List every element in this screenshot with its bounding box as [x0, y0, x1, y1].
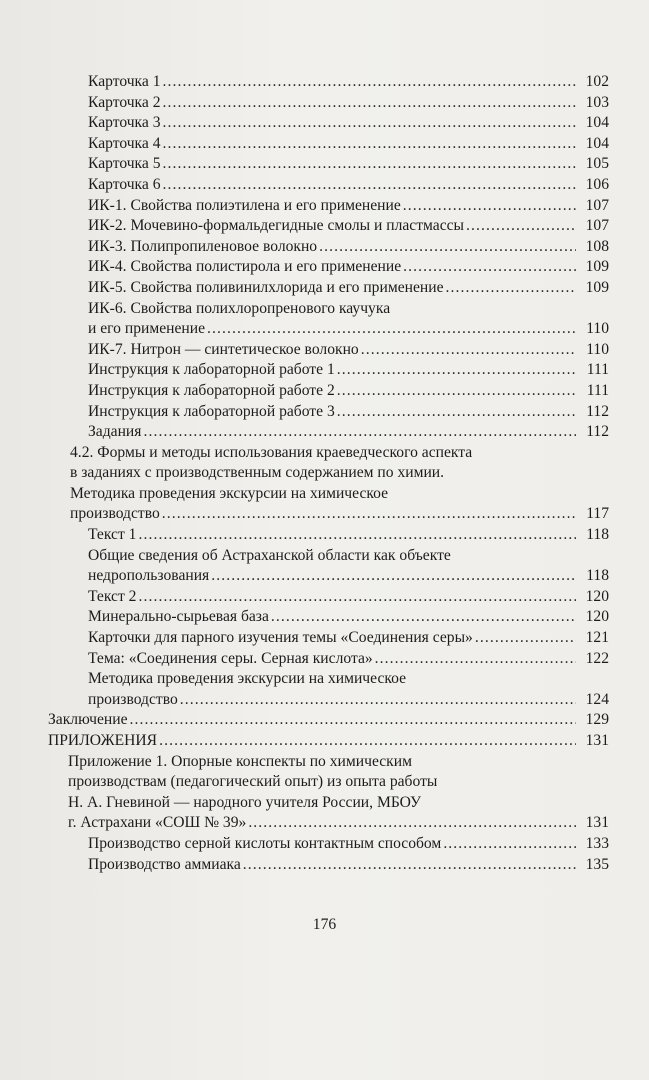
- dot-leader: [163, 93, 576, 114]
- toc-entry: [0, 587, 609, 608]
- toc-entry-page: 124: [585, 690, 609, 708]
- toc-entry: [0, 216, 609, 237]
- toc-entry-title: ИК-2. Мочевино-формальдегидные смолы и пластмассы: [88, 217, 465, 235]
- toc-entry-title: Инструкция к лабораторной работе 3: [88, 402, 335, 420]
- toc-entry-page: 112: [586, 423, 609, 441]
- toc-entry-page: 110: [586, 320, 609, 338]
- toc-entry-page: 111: [586, 361, 609, 379]
- dot-leader: [337, 402, 576, 423]
- toc-entry-title: и его применение: [88, 320, 206, 338]
- toc-entry-page: 102: [585, 73, 609, 90]
- toc-entry: [0, 710, 609, 731]
- toc-entry-title: Карточка 2: [88, 93, 161, 111]
- toc-entry: [0, 484, 609, 505]
- toc-entry-title: г. Астрахани «СОШ № 39»: [68, 814, 247, 832]
- dot-leader: [138, 525, 576, 546]
- dot-leader: [143, 422, 576, 443]
- toc-entry-page: 105: [585, 155, 609, 173]
- toc-entry: [0, 319, 609, 340]
- toc-entry-page: 121: [585, 629, 609, 647]
- toc-entry: [0, 834, 609, 855]
- toc-entry: [0, 237, 609, 258]
- toc-entry-title: Методика проведения экскурсии на химическое: [88, 670, 407, 688]
- toc-entry-title: Производство серной кислоты контактным способом: [88, 834, 442, 852]
- toc-entry-title: ИК-5. Свойства поливинилхлорида и его применение: [88, 278, 444, 296]
- toc-entry: [0, 113, 609, 134]
- toc-entry-title: 4.2. Формы и методы использования краеведческого аспекта: [70, 443, 473, 461]
- toc-entry: [0, 813, 609, 834]
- toc-entry: [0, 690, 609, 711]
- toc-entry: [0, 546, 609, 567]
- dot-leader: [211, 566, 576, 587]
- toc-entry: [0, 525, 609, 546]
- toc-entry: [0, 772, 609, 793]
- toc-entry-page: 135: [585, 855, 609, 873]
- toc-entry: [0, 731, 609, 752]
- toc-entry-title: Инструкция к лабораторной работе 2: [88, 381, 335, 399]
- dot-leader: [130, 710, 576, 731]
- toc-entry: [0, 628, 609, 649]
- toc-entry-page: 120: [585, 587, 609, 605]
- toc-entry-title: ИК-6. Свойства полихлоропренового каучука: [88, 299, 391, 317]
- toc-entry: [0, 175, 609, 196]
- toc-entry: [0, 504, 609, 525]
- page-number: 176: [312, 916, 337, 933]
- toc-entry-title: Карточка 4: [88, 134, 161, 152]
- toc-entry-page: 131: [585, 814, 609, 832]
- toc-entry-page: 122: [585, 649, 609, 667]
- toc-entry: [0, 381, 609, 402]
- toc-entry-page: 109: [585, 258, 609, 276]
- toc-entry-title: Карточки для парного изучения темы «Соединения серы»: [88, 629, 473, 647]
- toc-entry: [0, 793, 609, 814]
- toc-entry: [0, 360, 609, 381]
- toc-entry: [0, 752, 609, 773]
- toc-entry-title: производство: [70, 505, 160, 523]
- toc-entry-page: 110: [586, 340, 609, 358]
- dot-leader: [243, 855, 576, 876]
- toc-entry-title: Текст 1: [88, 526, 137, 544]
- toc-entry: [0, 299, 609, 320]
- toc-entry-title: Инструкция к лабораторной работе 1: [88, 361, 335, 379]
- toc-entry-page: 104: [585, 134, 609, 152]
- toc-entry-title: Карточка 6: [88, 175, 161, 193]
- dot-leader: [403, 196, 576, 217]
- dot-leader: [180, 690, 576, 711]
- toc-entry: [0, 422, 609, 443]
- toc-entry: [0, 340, 609, 361]
- toc-entry-title: недропользования: [88, 567, 210, 585]
- dot-leader: [466, 216, 576, 237]
- toc-entry: [0, 72, 609, 93]
- toc-entry-page: 104: [585, 114, 609, 132]
- toc-entry-page: 103: [585, 93, 609, 111]
- toc-entry-page: 108: [585, 237, 609, 255]
- toc-entry-title: ИК-7. Нитрон — синтетическое волокно: [88, 340, 359, 358]
- toc-entry: [0, 607, 609, 628]
- toc-entry: [0, 669, 609, 690]
- dot-leader: [403, 257, 576, 278]
- toc-entry: [0, 566, 609, 587]
- dot-leader: [337, 360, 576, 381]
- dot-leader: [443, 834, 576, 855]
- toc-entry-page: 118: [586, 567, 609, 585]
- toc-entry-title: Производство аммиака: [88, 855, 241, 873]
- toc-entry-page: 117: [586, 505, 609, 523]
- toc-entry-title: Карточка 1: [88, 73, 161, 90]
- toc-entry: [0, 463, 609, 484]
- toc-entry-page: 107: [585, 196, 609, 214]
- toc-entry-page: 133: [585, 834, 609, 852]
- toc-entry-title: Общие сведения об Астраханской области как объекте: [88, 546, 451, 564]
- toc-entry-title: Методика проведения экскурсии на химическое: [70, 484, 389, 502]
- toc-entry-page: 120: [585, 608, 609, 626]
- toc-entry: [0, 134, 609, 155]
- dot-leader: [375, 649, 576, 670]
- toc-entry-page: 131: [585, 732, 609, 749]
- toc-entry: [0, 196, 609, 217]
- toc-entry-title: Задания: [88, 423, 142, 441]
- toc-entry: [0, 855, 609, 876]
- toc-entry: [0, 443, 609, 464]
- dot-leader: [319, 237, 576, 258]
- toc-entry-title: Приложение 1. Опорные конспекты по химическим: [68, 752, 412, 770]
- toc-entry: [0, 649, 609, 670]
- dot-leader: [337, 381, 576, 402]
- toc-entry-title: Карточка 3: [88, 114, 161, 132]
- toc-entry-title: ИК-4. Свойства полистирола и его применение: [88, 258, 402, 276]
- toc-entry-title: ИК-1. Свойства полиэтилена и его применение: [88, 196, 401, 214]
- dot-leader: [163, 72, 576, 93]
- dot-leader: [163, 113, 576, 134]
- dot-leader: [207, 319, 576, 340]
- dot-leader: [163, 134, 576, 155]
- toc-entry-page: 109: [585, 278, 609, 296]
- toc-entry: [0, 154, 609, 175]
- toc-entry: [0, 257, 609, 278]
- dot-leader: [162, 504, 576, 525]
- dot-leader: [163, 154, 576, 175]
- toc-entry-page: 118: [586, 526, 609, 544]
- toc-entry-title: Н. А. Гневиной — народного учителя России, МБОУ: [68, 793, 422, 811]
- toc-entry-page: 111: [586, 381, 609, 399]
- toc-entry-page: 106: [585, 175, 609, 193]
- toc-entry-title: Заключение: [48, 711, 128, 729]
- dot-leader: [163, 175, 576, 196]
- toc-entry-title: производство: [88, 690, 178, 708]
- dot-leader: [446, 278, 577, 299]
- dot-leader: [159, 731, 576, 752]
- toc-entry-title: Текст 2: [88, 587, 137, 605]
- toc-entry: [0, 93, 609, 114]
- dot-leader: [248, 813, 576, 834]
- dot-leader: [138, 587, 576, 608]
- toc-entry-title: в заданиях с производственным содержанием по химии.: [70, 464, 445, 482]
- toc-entry-page: 129: [585, 711, 609, 729]
- toc-entry-title: Минерально-сырьевая база: [88, 608, 269, 626]
- dot-leader: [361, 340, 576, 361]
- toc-entry-title: ПРИЛОЖЕНИЯ: [48, 732, 158, 749]
- table-of-contents: [0, 72, 649, 875]
- toc-entry-title: Карточка 5: [88, 155, 161, 173]
- dot-leader: [271, 607, 576, 628]
- toc-entry-title: ИК-3. Полипропиленовое волокно: [88, 237, 318, 255]
- toc-entry-page: 112: [586, 402, 609, 420]
- dot-leader: [475, 628, 576, 649]
- toc-entry: [0, 278, 609, 299]
- toc-entry: [0, 402, 609, 423]
- toc-entry-title: Тема: «Соединения серы. Серная кислота»: [88, 649, 373, 667]
- toc-entry-title: производствам (педагогический опыт) из опыта работы: [68, 773, 438, 791]
- toc-entry-page: 107: [585, 217, 609, 235]
